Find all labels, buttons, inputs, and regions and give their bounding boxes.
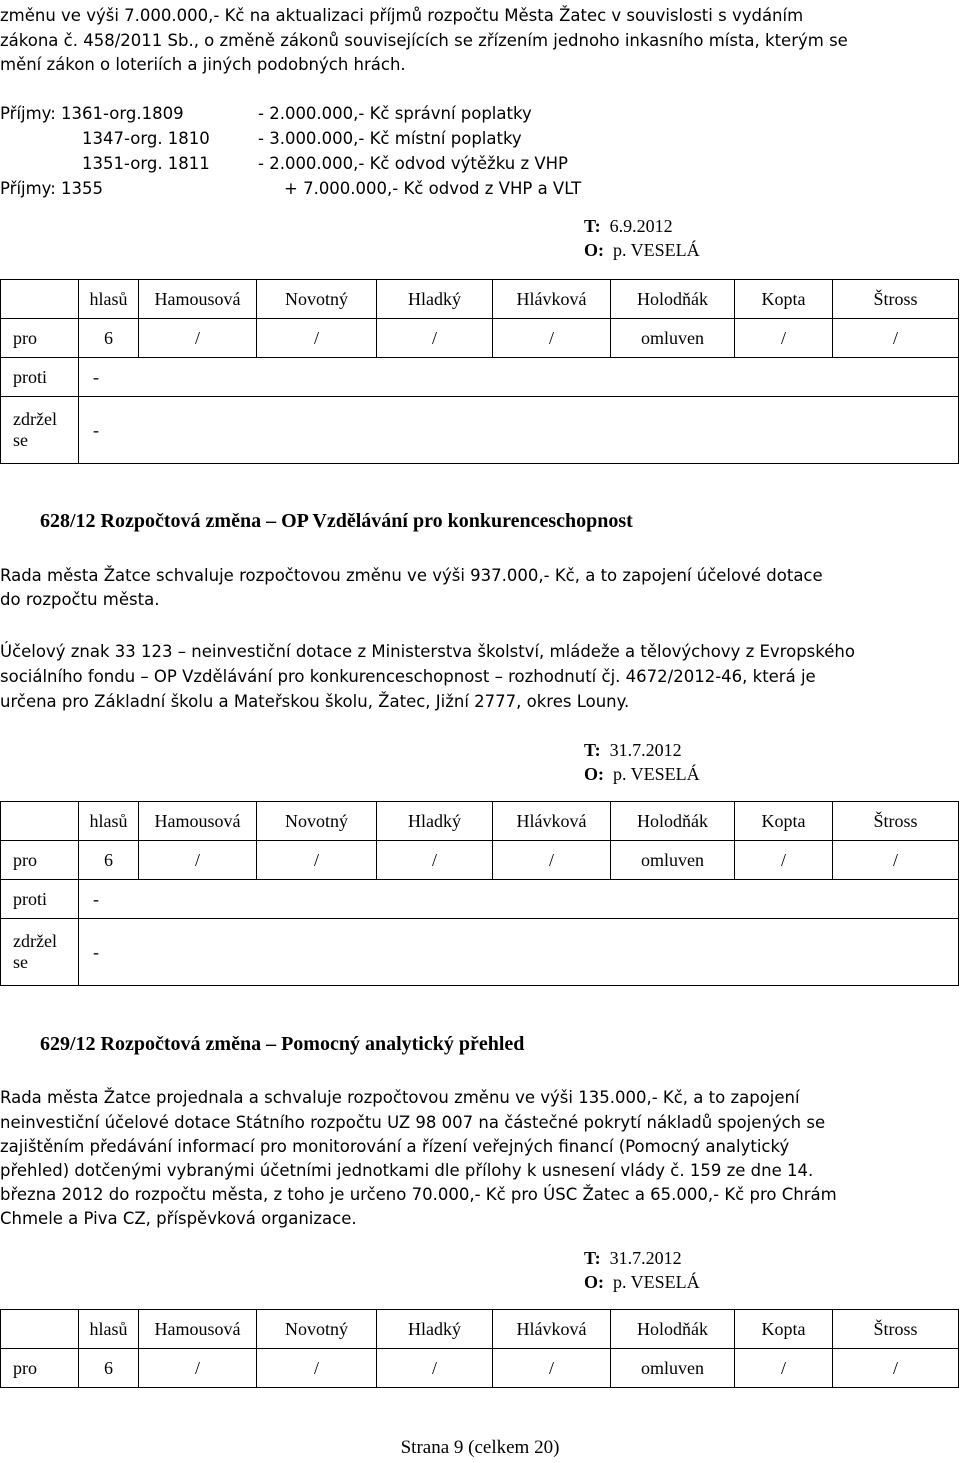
vote-pro-cell: / <box>735 841 833 880</box>
vote-table-1 <box>0 279 959 464</box>
vote-pro-cell: / <box>377 1349 493 1388</box>
vote-table-3 <box>0 1309 959 1388</box>
vote-zdrzel-label: zdržel se <box>1 397 79 464</box>
vote-header-cell: hlasů <box>79 802 139 841</box>
vote-header-cell: Novotný <box>257 1310 377 1349</box>
vote-pro-row <box>1 319 959 358</box>
vote-proti-row <box>1 880 959 919</box>
vote-header-cell: Hladký <box>377 802 493 841</box>
owner-line <box>584 240 700 261</box>
intro-line-2: zákona č. 458/2011 Sb., o změně zákonů souvisejících se zřízením jednoho inkasního místa, kterým se <box>0 31 848 50</box>
section-628-owner: O: p. VESELÁ <box>584 764 700 784</box>
vote-proti-row <box>1 358 959 397</box>
vote-header-row <box>1 1310 959 1349</box>
vote-pro-cell: / <box>833 319 959 358</box>
section-629-line3: zajištěním předávání informací pro monitorování a řízení veřejných financí (Pomocný analytický <box>0 1137 790 1156</box>
section-629-owner: O: p. VESELÁ <box>584 1272 700 1292</box>
vote-header-cell: Novotný <box>257 280 377 319</box>
vote-pro-cell: 6 <box>79 841 139 880</box>
vote-header-cell: Hlávková <box>493 280 611 319</box>
vote-pro-row <box>1 1349 959 1388</box>
vote-header-cell: Novotný <box>257 802 377 841</box>
section-629-title: 629/12 Rozpočtová změna – Pomocný analytický přehled <box>40 1033 525 1055</box>
income-amount-3: - 2.000.000,- Kč odvod výtěžku z VHP <box>258 154 569 173</box>
vote-proti-label: proti <box>1 880 79 919</box>
vote-pro-cell: omluven <box>611 841 735 880</box>
section-629-line4: přehled) dotčenými vybranými účetními jednotkami dle přílohy k usnesení vlády č. 159 ze dne 14. <box>0 1161 814 1180</box>
income-label-1: Příjmy: 1361-org.1809 <box>0 104 184 123</box>
owner-label: O: <box>584 240 604 260</box>
term-label: T: <box>584 216 601 236</box>
section-628-title: 628/12 Rozpočtová změna – OP Vzdělávání pro konkurenceschopnost <box>40 510 633 532</box>
section-629-line5: března 2012 do rozpočtu města, z toho je určeno 70.000,- Kč pro ÚSC Žatec a 65.000,- Kč pro Chrám <box>0 1185 837 1204</box>
vote-pro-label: pro <box>1 841 79 880</box>
intro-line-3: mění zákon o loteriích a jiných podobných hrách. <box>0 55 406 74</box>
page-footer: Strana 9 (celkem 20) <box>400 1437 560 1458</box>
vote-header-cell: Štross <box>833 1310 959 1349</box>
vote-header-empty <box>1 280 79 319</box>
vote-pro-label: pro <box>1 1349 79 1388</box>
term-line <box>584 216 673 237</box>
vote-header-cell: Hamousová <box>139 1310 257 1349</box>
vote-header-cell: Holodňák <box>611 1310 735 1349</box>
vote-pro-cell: / <box>735 1349 833 1388</box>
income-amount-2: - 3.000.000,- Kč místní poplatky <box>258 129 522 148</box>
vote-header-cell: Štross <box>833 802 959 841</box>
section-629-line2: neinvestiční účelové dotace Státního rozpočtu UZ 98 007 na částečné pokrytí nákladů spojených se <box>0 1113 826 1132</box>
vote-zdrzel-value: - <box>79 397 959 464</box>
vote-pro-cell: / <box>833 1349 959 1388</box>
section-628-term: T: 31.7.2012 <box>584 740 682 760</box>
vote-pro-cell: / <box>257 1349 377 1388</box>
section-629-line1: Rada města Žatce projednala a schvaluje rozpočtovou změnu ve výši 135.000,- Kč, a to zapojení <box>0 1088 800 1107</box>
vote-pro-cell: / <box>735 319 833 358</box>
vote-pro-label: pro <box>1 319 79 358</box>
vote-header-cell: Hlávková <box>493 1310 611 1349</box>
vote-header-cell: Hladký <box>377 280 493 319</box>
vote-header-cell: Kopta <box>735 802 833 841</box>
intro-line-1: změnu ve výši 7.000.000,- Kč na aktualizaci příjmů rozpočtu Města Žatec v souvislosti s vydáním <box>0 6 804 25</box>
section-628-p1-line2: do rozpočtu města. <box>0 590 160 609</box>
vote-pro-cell: / <box>377 841 493 880</box>
vote-header-cell: Kopta <box>735 280 833 319</box>
income-amount-1: - 2.000.000,- Kč správní poplatky <box>258 104 532 123</box>
section-628-p2-line3: určena pro Základní školu a Mateřskou školu, Žatec, Jižní 2777, okres Louny. <box>0 692 630 711</box>
section-629-term: T: 31.7.2012 <box>584 1248 682 1268</box>
vote-pro-cell: / <box>139 841 257 880</box>
vote-pro-cell: / <box>257 319 377 358</box>
vote-header-empty <box>1 802 79 841</box>
vote-header-cell: Hladký <box>377 1310 493 1349</box>
vote-header-row <box>1 280 959 319</box>
vote-proti-value: - <box>79 358 959 397</box>
term-value: 6.9.2012 <box>609 216 673 236</box>
section-628-p2-line1: Účelový znak 33 123 – neinvestiční dotace z Ministerstva školství, mládeže a tělovýchovy z Evropského <box>0 642 855 661</box>
vote-header-cell: Holodňák <box>611 280 735 319</box>
vote-pro-cell: / <box>493 319 611 358</box>
vote-pro-cell: / <box>493 841 611 880</box>
income-label-3: 1351-org. 1811 <box>82 154 210 173</box>
section-628-p1-line1: Rada města Žatce schvaluje rozpočtovou změnu ve výši 937.000,- Kč, a to zapojení účelové dotace <box>0 566 823 585</box>
vote-pro-cell: omluven <box>611 1349 735 1388</box>
vote-header-cell: Holodňák <box>611 802 735 841</box>
income-amount-4: + 7.000.000,- Kč odvod z VHP a VLT <box>284 179 582 198</box>
vote-zdrzel-label: zdržel se <box>1 919 79 986</box>
section-628-p2-line2: sociálního fondu – OP Vzdělávání pro konkurenceschopnost – rozhodnutí čj. 4672/2012-46, která je <box>0 667 816 686</box>
vote-pro-cell: / <box>377 319 493 358</box>
vote-pro-cell: 6 <box>79 1349 139 1388</box>
vote-zdrzel-row <box>1 919 959 986</box>
vote-header-cell: hlasů <box>79 280 139 319</box>
vote-pro-cell: / <box>833 841 959 880</box>
vote-proti-label: proti <box>1 358 79 397</box>
vote-pro-cell: / <box>493 1349 611 1388</box>
vote-pro-cell: / <box>257 841 377 880</box>
vote-table-2 <box>0 801 959 986</box>
vote-header-cell: Hamousová <box>139 280 257 319</box>
vote-header-empty <box>1 1310 79 1349</box>
vote-header-cell: Hlávková <box>493 802 611 841</box>
vote-pro-cell: / <box>139 1349 257 1388</box>
vote-pro-cell: / <box>139 319 257 358</box>
income-label-4: Příjmy: 1355 <box>0 179 104 198</box>
vote-header-cell: Štross <box>833 280 959 319</box>
section-629-line6: Chmele a Piva CZ, příspěvková organizace. <box>0 1209 357 1228</box>
vote-pro-cell: 6 <box>79 319 139 358</box>
vote-header-cell: Hamousová <box>139 802 257 841</box>
vote-pro-row <box>1 841 959 880</box>
vote-proti-value: - <box>79 880 959 919</box>
vote-header-cell: hlasů <box>79 1310 139 1349</box>
vote-header-row <box>1 802 959 841</box>
income-label-2: 1347-org. 1810 <box>82 129 210 148</box>
vote-pro-cell: omluven <box>611 319 735 358</box>
vote-header-cell: Kopta <box>735 1310 833 1349</box>
owner-value: p. VESELÁ <box>613 240 700 260</box>
vote-zdrzel-row <box>1 397 959 464</box>
vote-zdrzel-value: - <box>79 919 959 986</box>
